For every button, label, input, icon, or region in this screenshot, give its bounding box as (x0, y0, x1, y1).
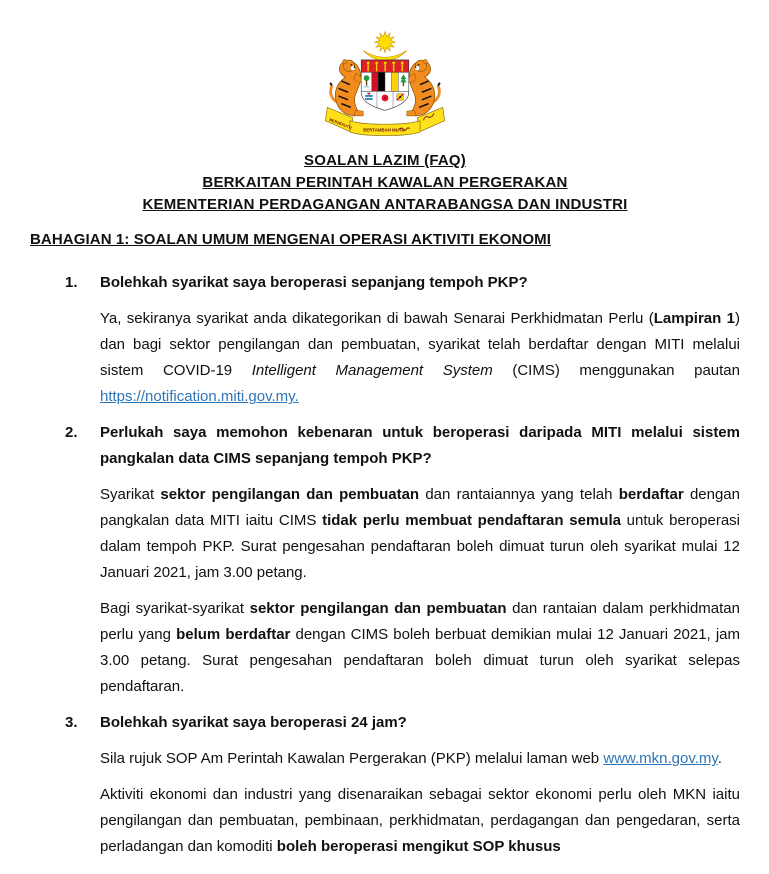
motto-center-text: BERTAMBAH MUTU (363, 127, 405, 133)
malaysia-coat-of-arms (314, 26, 456, 144)
faq-answer-paragraph (100, 596, 740, 700)
text-run: sektor pengilangan dan pembuatan (249, 600, 507, 618)
faq-item (30, 270, 740, 410)
mkn-link[interactable]: www.mkn.gov.my (603, 750, 718, 768)
title-line-1: SOALAN LAZIM (FAQ) (304, 152, 466, 170)
text-run: dengan pangkalan data MITI iaitu CIMS (100, 486, 740, 530)
text-run: belum berdaftar (176, 626, 291, 644)
question-number: 2. (65, 424, 78, 442)
text-run: untuk beroperasi dalam tempoh PKP. Surat pengesahan pendaftaran boleh dimuat turun oleh syarikat mulai 12 Januari 2021, jam 3.00 petang. (100, 512, 740, 582)
text-run: Aktiviti ekonomi dan industri yang disenaraikan sebagai sektor ekonomi perlu oleh MKN iaitu pengilangan dan pembuatan, pembinaan, perkhidmatan, perdagangan dan pengedaran, serta perladangan dan komoditi (100, 786, 740, 856)
text-run: Sila rujuk SOP Am Perintah Kawalan Pergerakan (PKP) melalui laman web (100, 750, 604, 768)
text-run: dengan CIMS boleh berbuat demikian mulai 12 Januari 2021, jam 3.00 petang. Surat pengesahan pendaftaran boleh dimuat turun oleh syarikat selepas pendaftaran. (100, 626, 740, 696)
cims-notification-link[interactable]: https://notification.miti.gov.my. (100, 388, 299, 406)
title-line-2: BERKAITAN PERINTAH KAWALAN PERGERAKAN (202, 174, 568, 192)
section-heading: BAHAGIAN 1: SOALAN UMUM MENGENAI OPERASI AKTIVITI EKONOMI (30, 231, 551, 249)
text-run: ) dan bagi sektor pengilangan dan pembuatan, syarikat telah berdaftar dengan MITI melalui sistem COVID-19 (100, 310, 740, 380)
text-run: Syarikat (100, 486, 161, 504)
question-number: 1. (65, 274, 78, 292)
text-run: tidak perlu membuat pendaftaran semula (322, 512, 621, 530)
question-text: Bolehkah syarikat saya beroperasi 24 jam? (100, 714, 407, 732)
text-run: (CIMS) menggunakan pautan (492, 362, 740, 380)
title-line-3: KEMENTERIAN PERDAGANGAN ANTARABANGSA DAN INDUSTRI (142, 196, 628, 214)
question-number: 3. (65, 714, 78, 732)
faq-question (65, 710, 740, 736)
text-run: dan rantaiannya yang telah (419, 486, 619, 504)
faq-answer-paragraph (100, 306, 740, 410)
sun-icon (375, 32, 396, 53)
question-text: Bolehkah syarikat saya beroperasi sepanjang tempoh PKP? (100, 274, 528, 292)
faq-list (30, 270, 740, 860)
faq-question (65, 270, 740, 296)
text-run: Ya, sekiranya syarikat anda dikategorikan di bawah Senarai Perkhidmatan Perlu ( (100, 310, 654, 328)
left-tiger (330, 59, 366, 116)
question-text: Perlukah saya memohon kebenaran untuk beroperasi daripada MITI melalui sistem pangkalan data CIMS sepanjang tempoh PKP? (100, 424, 740, 468)
right-tiger (404, 59, 440, 116)
faq-answer-paragraph (100, 482, 740, 586)
text-run: . (717, 750, 722, 768)
text-run: Bagi syarikat-syarikat (100, 600, 250, 618)
faq-item (30, 710, 740, 860)
text-run: dan rantaian dalam perkhidmatan perlu yang (100, 600, 740, 644)
motto-left-text: BERSEKUTU (328, 117, 353, 130)
faq-answer-paragraph (100, 746, 740, 772)
text-run: sektor pengilangan dan pembuatan (160, 486, 420, 504)
text-run: Intelligent Management System (251, 362, 493, 380)
text-run: Lampiran 1 (653, 310, 735, 328)
faq-answer-paragraph (100, 782, 740, 860)
faq-question (65, 420, 740, 472)
faq-item (30, 420, 740, 700)
shield (361, 60, 408, 110)
text-run: boleh beroperasi mengikut SOP khusus (276, 838, 561, 856)
document-title (30, 150, 740, 216)
text-run: berdaftar (618, 486, 684, 504)
